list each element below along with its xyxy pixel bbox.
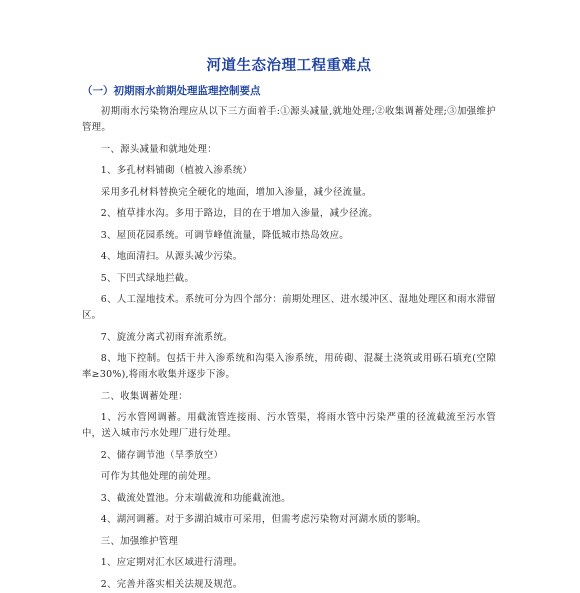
paragraph: 三、加强维护管理 bbox=[100, 535, 179, 547]
paragraph: 可作为其他处理的前处理。 bbox=[100, 471, 217, 482]
paragraph: 6、人工湿地技术。系统可分为四个部分：前期处理区、进水缓冲区、湿地处理区和雨水滞留区。 bbox=[82, 294, 496, 321]
paragraph: 2、植草排水沟。多用于路边，目的在于增加入渗量，减少径流。 bbox=[100, 208, 378, 219]
paragraph: 4、地面清扫。从源头减少污染。 bbox=[100, 251, 243, 262]
section-heading: （一）初期雨水前期处理监理控制要点 bbox=[82, 85, 261, 97]
paragraph: 7、旋流分离式初雨弃流系统。 bbox=[100, 331, 233, 343]
paragraph: 初期雨水污染物治理应从以下三方面着手:①源头减量,就地处理;②收集调蓄处理;③加强维护管理。 bbox=[82, 106, 496, 133]
paragraph: 2、储存调节池（旱季放空） bbox=[100, 449, 224, 461]
paragraph: 8、地下控制。包括干井入渗系统和沟渠入渗系统，用砖砌、混凝土浇筑或用砾石填充(空隙率≥30%),将雨水收集并逐步下渗。 bbox=[82, 353, 496, 380]
paragraph: 2、完善并落实相关法规及规范。 bbox=[100, 578, 243, 590]
document-title: 河道生态治理工程重难点 bbox=[206, 58, 372, 74]
paragraph: 采用多孔材料替换完全硬化的地面，增加入渗量，减少径流量。 bbox=[100, 186, 372, 198]
paragraph: 5、下凹式绿地拦截。 bbox=[100, 272, 195, 284]
paragraph: 3、截流处置池。分末端截流和功能截流池。 bbox=[100, 492, 291, 504]
paragraph: 1、应定期对汇水区域进行清理。 bbox=[100, 557, 243, 568]
paragraph: 3、屋顶花园系统。可调节峰值流量，降低城市热岛效应。 bbox=[100, 229, 349, 241]
paragraph: 1、污水管网调蓄。用截流管连接雨、污水管渠，将雨水管中污染严重的径流截流至污水管中，送入城市污水处理厂进行处理。 bbox=[82, 412, 496, 439]
paragraph: 二、收集调蓄处理： bbox=[100, 390, 188, 402]
paragraph: 4、湖河调蓄。对于多湖泊城市可采用，但需考虑污染物对河湖水质的影响。 bbox=[100, 514, 427, 525]
paragraph: 1、多孔材料铺砌（植被入渗系统） bbox=[100, 165, 253, 176]
paragraph: 一、源头减量和就地处理： bbox=[100, 143, 217, 155]
